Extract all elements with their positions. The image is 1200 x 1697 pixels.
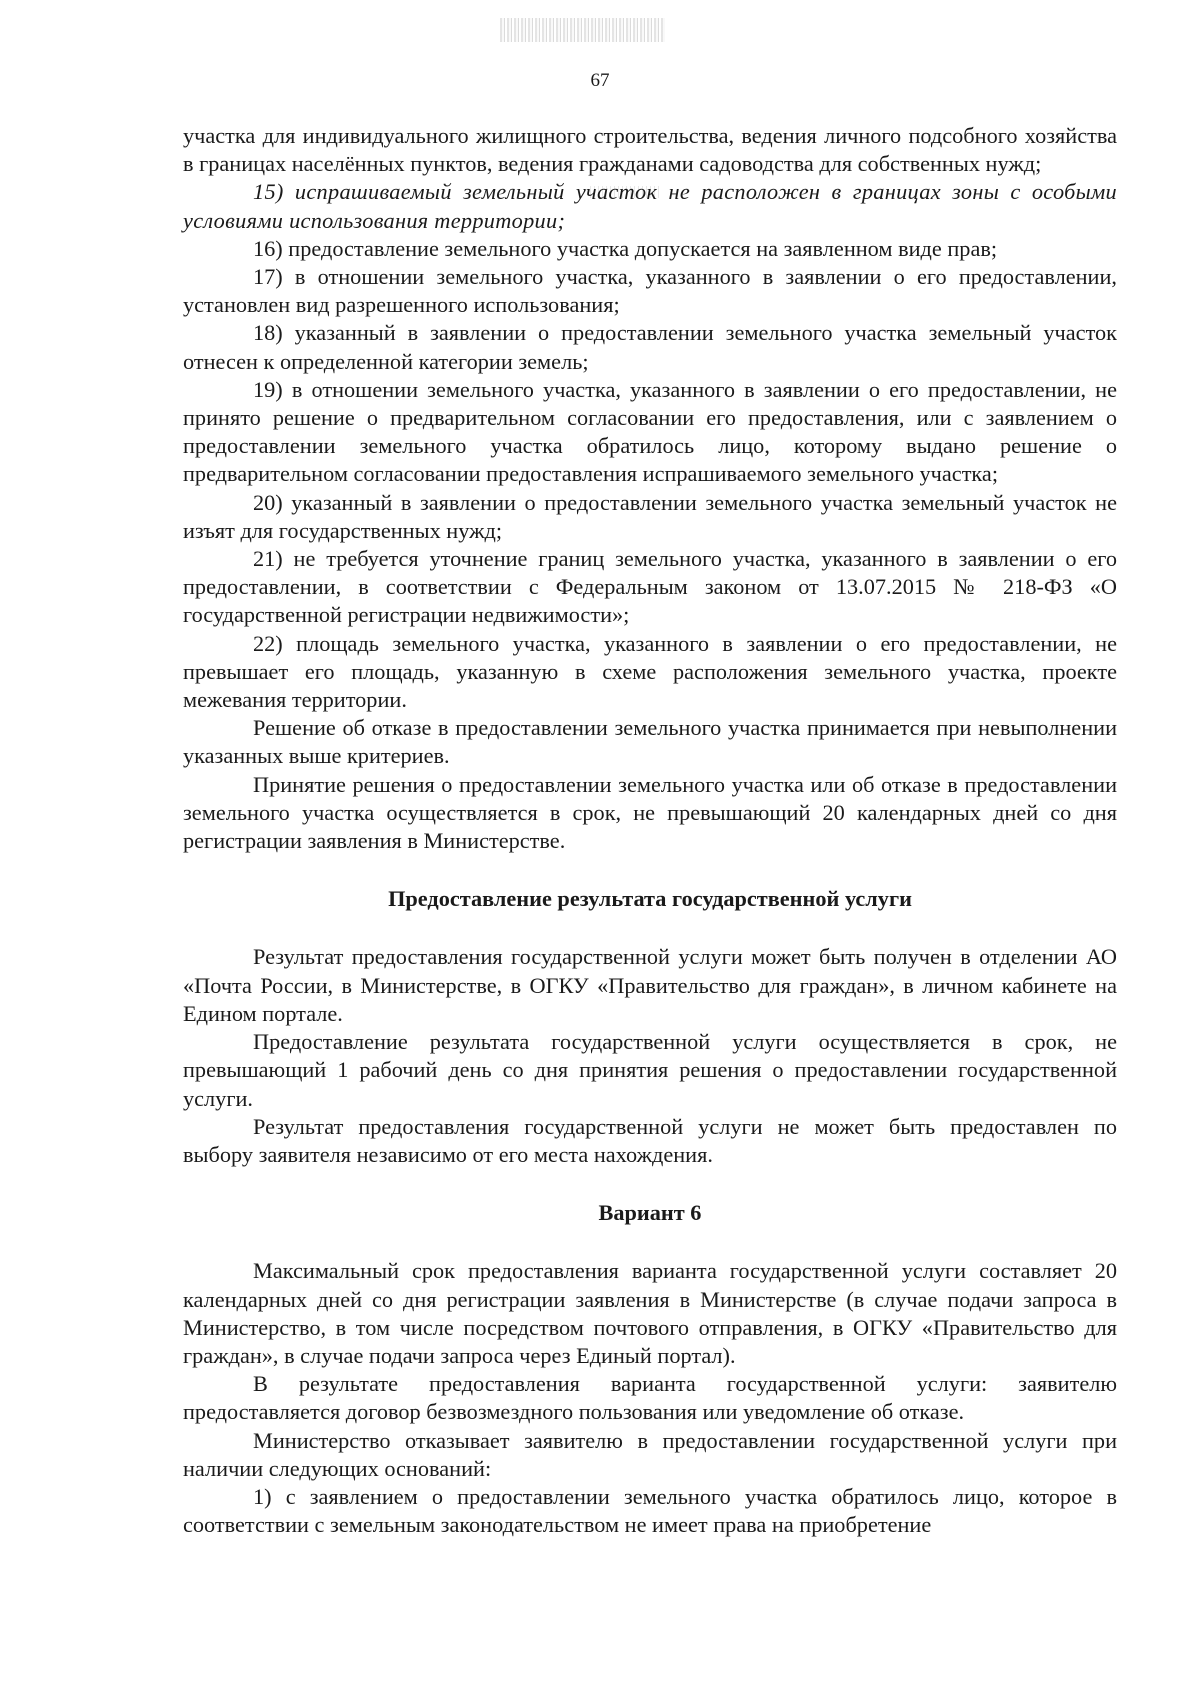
list-item-22: 22) площадь земельного участка, указанного в заявлении о его предоставлении, не превышает его площадь, указанную в схеме расположения земельного участка, проекте межевания территории.	[183, 630, 1117, 713]
document-body	[183, 122, 1117, 1539]
list-item-16: 16) предоставление земельного участка допускается на заявленном виде прав;	[253, 235, 998, 261]
paragraph-result-term: Предоставление результата государственной услуги осуществляется в срок, не превышающий 1 рабочий день со дня принятия решения о предоставлении государственной услуги.	[183, 1029, 1117, 1111]
list-item-17: 17) в отношении земельного участка, указанного в заявлении о его предоставлении, установлен вид разрешенного использования;	[183, 264, 1117, 318]
paragraph-decision-term: Принятие решения о предоставлении земельного участка или об отказе в предоставлении земельного участка осуществляется в срок, не превышающий 20 календарных дней со дня регистрации заявления в Министерстве.	[183, 771, 1117, 854]
paragraph-refusal-criteria: Решение об отказе в предоставлении земельного участка принимается при невыполнении указанных выше критериев.	[183, 715, 1117, 769]
page-number: 67	[590, 70, 610, 91]
list-item-19: 19) в отношении земельного участка, указанного в заявлении о его предоставлении, не принято решение о предварительном согласовании его предоставления, или с заявлением о предоставлении земельного участка обратилось лицо, которому выдано решение о предварительном согласовании предоставления испрашиваемого земельного участка;	[183, 376, 1117, 487]
section-heading-result: Предоставление результата государственной услуги	[388, 886, 912, 912]
list-item-21: 21) не требуется уточнение границ земельного участка, указанного в заявлении о его предоставлении, в соответствии с Федеральным законом от 13.07.2015 № 218-ФЗ «О государственной регистрации недвижимости»;	[183, 546, 1117, 628]
paragraph-variant-outcome: В результате предоставления варианта государственной услуги: заявителю предоставляется договор безвозмездного пользования или уведомление об отказе.	[183, 1371, 1117, 1425]
list-item-1: 1) с заявлением о предоставлении земельного участка обратилось лицо, которое в соответствии с земельным законодательством не имеет права на приобретение	[183, 1483, 1117, 1538]
paragraph-result-extraterritorial: Результат предоставления государственной услуги не может быть предоставлен по выбору заявителя независимо от его места нахождения.	[183, 1113, 1117, 1167]
paragraph-continuation: участка для индивидуального жилищного строительства, ведения личного подсобного хозяйства в границах населённых пунктов, ведения гражданами садоводства для собственных нужд;	[183, 123, 1117, 177]
list-item-20: 20) указанный в заявлении о предоставлении земельного участка земельный участок не изъят для государственных нужд;	[183, 489, 1117, 543]
paragraph-variant-refusal-intro: Министерство отказывает заявителю в предоставлении государственной услуги при наличии следующих оснований:	[183, 1427, 1117, 1481]
paragraph-result-location: Результат предоставления государственной услуги может быть получен в отделении АО «Почта России, в Министерстве, в ОГКУ «Правительство для граждан», в личном кабинете на Едином портале.	[183, 944, 1117, 1026]
paragraph-variant-max-term: Максимальный срок предоставления варианта государственной услуги составляет 20 календарных дней со дня регистрации заявления в Министерстве (в случае подачи запроса в Министерство, в том числе посредством почтового отправления, в ОГКУ «Правительство для граждан», в случае подачи запроса через Единый портал).	[183, 1258, 1117, 1368]
section-heading-variant: Вариант 6	[598, 1200, 702, 1226]
list-item-15: 15) испрашиваемый земельный участок не расположен в границах зоны с особыми условиями использования территории;	[183, 179, 1117, 233]
scan-artifact-stamp	[500, 18, 665, 42]
list-item-18: 18) указанный в заявлении о предоставлении земельного участка земельный участок отнесен к определенной категории земель;	[183, 320, 1117, 374]
